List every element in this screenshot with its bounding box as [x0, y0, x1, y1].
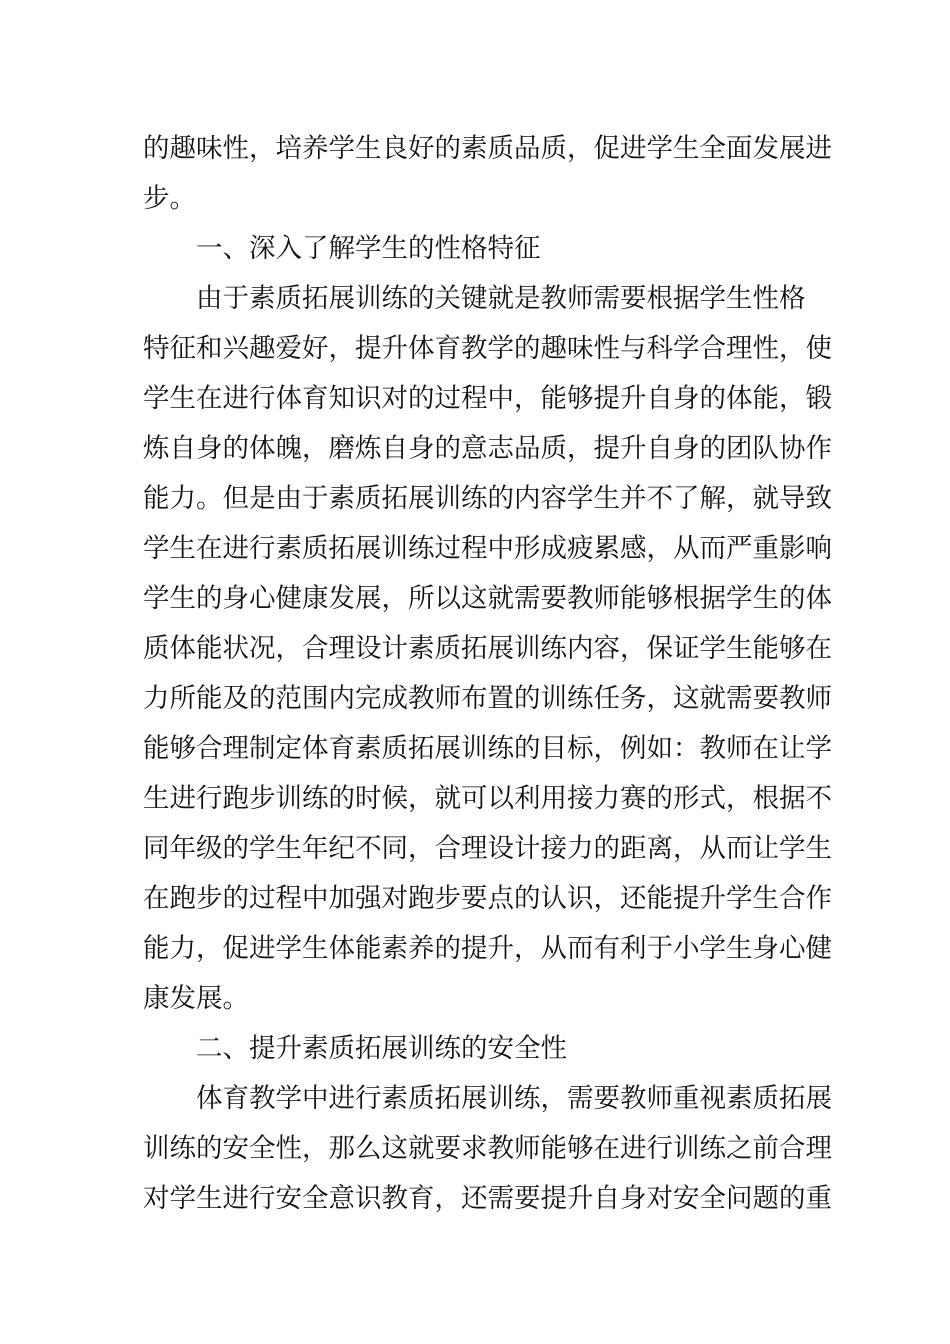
text-line: 的趣味性，培养学生良好的素质品质，促进学生全面发展进 — [143, 133, 832, 164]
text-line: 质体能状况，合理设计素质拓展训练内容，保证学生能够在 — [143, 633, 832, 664]
text-line: 学生在进行体育知识对的过程中，能够提升自身的体能，锻 — [143, 383, 832, 414]
text-line: 学生的身心健康发展，所以这就需要教师能够根据学生的体 — [143, 583, 832, 614]
text-line: 学生在进行素质拓展训练过程中形成疲累感，从而严重影响 — [143, 533, 832, 564]
text-line: 能力，促进学生体能素养的提升，从而有利于小学生身心健 — [143, 933, 832, 964]
text-line: 步。 — [143, 183, 196, 214]
text-line: 力所能及的范围内完成教师布置的训练任务，这就需要教师 — [143, 683, 832, 714]
text-line: 康发展。 — [143, 983, 249, 1014]
text-line: 能力。但是由于素质拓展训练的内容学生并不了解，就导致 — [143, 483, 832, 514]
text-line: 特征和兴趣爱好，提升体育教学的趣味性与科学合理性，使 — [143, 333, 832, 364]
text-line: 对学生进行安全意识教育，还需要提升自身对安全问题的重 — [143, 1183, 832, 1214]
text-line: 生进行跑步训练的时候，就可以利用接力赛的形式，根据不 — [143, 783, 832, 814]
text-line: 体育教学中进行素质拓展训练，需要教师重视素质拓展 — [196, 1083, 832, 1114]
section-heading: 二、提升素质拓展训练的安全性 — [196, 1033, 567, 1064]
text-line: 能够合理制定体育素质拓展训练的目标，例如：教师在让学 — [143, 733, 832, 764]
section-heading: 一、深入了解学生的性格特征 — [196, 233, 541, 264]
text-line: 训练的安全性，那么这就要求教师能够在进行训练之前合理 — [143, 1133, 832, 1164]
text-line: 在跑步的过程中加强对跑步要点的认识，还能提升学生合作 — [143, 883, 832, 914]
text-line: 炼自身的体魄，磨炼自身的意志品质，提升自身的团队协作 — [143, 433, 832, 464]
text-line: 由于素质拓展训练的关键就是教师需要根据学生性格 — [196, 283, 806, 314]
text-line: 同年级的学生年纪不同，合理设计接力的距离，从而让学生 — [143, 833, 832, 864]
